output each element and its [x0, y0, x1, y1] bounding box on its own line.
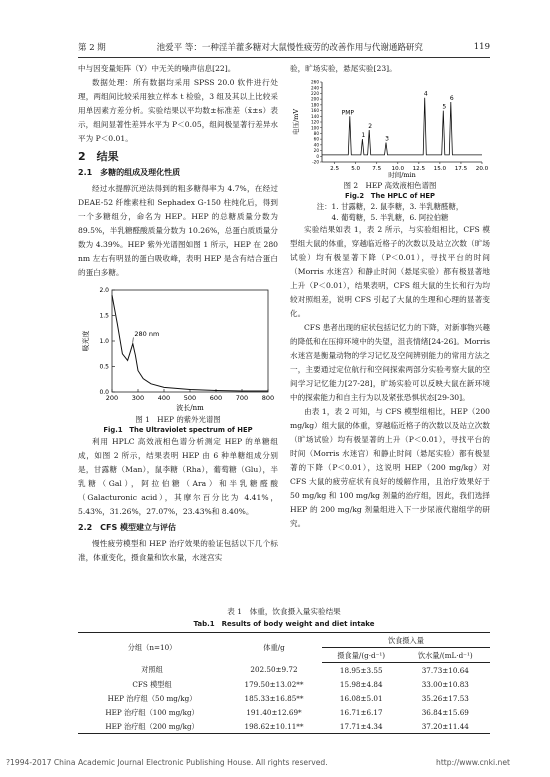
- paragraph: CFS 患者出现的症状包括记忆力的下降，对新事物兴趣的降低和在压抑环境中的失望，沮丧情绪[24-26]。Morris 水迷宫是衡量动物的学习记忆及空间辨别能力的常用方法之一，主要通过定位航行和空间探索两部分实验考察大鼠的空间学习记忆能力[27-28]，旷场实验可以反映大鼠在新环境中的探索能力和自主行为以及紧张恐惧状态[29-30]。: [290, 323, 490, 402]
- peak-label: 3: [385, 135, 389, 143]
- y-tick-label: 0.0: [99, 389, 109, 396]
- x-tick-label: 5.0: [351, 166, 361, 172]
- paragraph: 由表 1，表 2 可知，与 CFS 模型组相比，HEP（200 mg/kg）组大鼠的体重，穿越临近格子的次数以及站立次数（旷场试验）均有极显著的上升（P＜0.01），寻找平台的时间（Morris 水迷宫）和静止时间（悬尾实验）都有极显著的下降（P＜0.01），这说明 HEP（200 mg/kg）对 CFS 大鼠的疲劳症状有良好的缓解作用，且治疗效果好于 50 mg/kg 和 100 mg/kg 剂量的治疗组，因此，我们选择 HEP 的 200 mg/kg 剂量组进入下一步尿液代谢组学的研究。: [290, 407, 490, 528]
- figure-caption-cn: 图 1 HEP 的紫外光谱图: [135, 415, 221, 424]
- table-row: [78, 677, 490, 691]
- paragraph: 慢性疲劳模型和 HEP 治疗效果的验证包括以下几个标准，体重变化，摄食量和饮水量，水迷宫实: [78, 539, 278, 562]
- y-tick-label: 60: [313, 136, 319, 142]
- subsection-heading: 2.1 多糖的组成及理化性质: [78, 168, 181, 177]
- cell-food: 16.08±5.01: [339, 693, 383, 703]
- cell-group: 对照组: [141, 665, 163, 675]
- cell-food: 16.71±6.17: [339, 707, 383, 717]
- x-tick-label: 10.0: [391, 166, 405, 172]
- y-tick-label: 260: [311, 79, 319, 85]
- uv-spectrum-chart: [78, 282, 278, 414]
- peak-label: PMP: [341, 109, 355, 117]
- paragraph: 利用 HPLC 高效液相色谱分析测定 HEP 的单糖组成，如图 2 所示，结果表明 HEP 由 6 种单糖组成分别是，甘露糖（Man），鼠李糖（Rha），葡萄糖（Glu），半乳糖（Gal），阿拉伯糖（Ara）和半乳糖醛酸（Galacturonic acid），其摩尔百分比为 4.41%，5.43%，31.26%，27.07%，23.43%和 8.40%。: [78, 437, 278, 516]
- paragraph: 数据处理：所有数据均采用 SPSS 20.0 软件进行处理，两组间比较采用独立样本 t 检验，3 组及其以上比较采用单因素方差分析。实验结果以平均数±标准差（x̄±s）表示，组间显著性差异水平为 P＜0.05，组间极显著行差异水平为 P＜0.01。: [78, 78, 278, 143]
- figure-caption-cn: 图 2 HEP 高效液相色谱图: [343, 181, 437, 190]
- x-axis-label: 波长/nm: [176, 404, 204, 412]
- x-tick-label: 500: [183, 394, 197, 402]
- peak-label: 2: [368, 123, 373, 130]
- cell-group: HEP 治疗组（200 mg/kg）: [78, 719, 226, 734]
- cell-weight: 191.40±12.69*: [246, 707, 302, 717]
- hplc-trace: [322, 98, 482, 155]
- x-tick-label: 12.5: [412, 166, 426, 172]
- x-tick-label: 17.5: [454, 166, 468, 172]
- peak-pointer: [133, 337, 134, 342]
- x-tick-label: 300: [131, 394, 145, 402]
- x-tick-label: 15.0: [433, 166, 447, 172]
- x-tick-label: 7.5: [372, 166, 382, 172]
- cell-water: 37.73±10.64: [421, 665, 469, 675]
- copyright-text: ?1994-2017 China Academic Journal Electronic Publishing House. All rights reserved.: [6, 758, 328, 767]
- issue-number: 第 2 期: [78, 43, 106, 53]
- figure-note: 注：1. 甘露糖，2. 鼠李糖，3. 半乳糖醛糖，: [316, 202, 464, 211]
- y-axis-label: 电压/mV: [292, 108, 300, 136]
- x-tick-label: 200: [105, 394, 119, 402]
- paragraph: 验，旷场实验，悬尾实验[23]。: [290, 64, 397, 73]
- header-intake: 饮食摄入量: [322, 633, 490, 648]
- uv-spectrum-line: [112, 295, 268, 391]
- cell-weight: 179.50±13.02**: [244, 679, 304, 689]
- y-axis-label: 吸光度: [82, 330, 90, 352]
- plot-frame: [112, 290, 268, 392]
- y-tick-label: 200: [311, 96, 319, 102]
- y-tick-label: -20: [312, 159, 319, 165]
- cell-weight: 202.50±9.72: [250, 665, 298, 675]
- y-tick-label: 180: [311, 102, 319, 108]
- table-row: [78, 663, 490, 678]
- y-tick-label: 2.0: [99, 287, 109, 294]
- peak-label: 6: [449, 95, 454, 102]
- x-tick-label: 700: [235, 394, 249, 402]
- x-tick-label: 600: [209, 394, 223, 402]
- paragraph: 经过水提醇沉逆法得到的粗多糖得率为 4.7%，在经过 DEAE-52 纤维素柱和 Sephadex G-150 柱纯化后，得到一个多糖组分，命名为 HEP。HEP 的总糖质量分数为 89.5%，半乳糖醛酸质量分数为 10.26%，总蛋白质质量分数为 4.39%。HEP 紫外光谱图如图 1 所示，HEP 在 280 nm 左右有明显的蛋白吸收峰，表明 HEP 是含有结合蛋白的蛋白多糖。: [78, 184, 278, 277]
- y-tick-label: 0.5: [99, 363, 109, 371]
- figure-uv-spectrum: [78, 282, 278, 414]
- subsection-heading: 2.2 CFS 模型建立与评估: [78, 523, 177, 532]
- x-tick-label: 400: [157, 394, 171, 402]
- y-tick-label: 1.5: [99, 312, 109, 320]
- table-title-cn: 表 1 体重，饮食摄入量实验结果: [227, 607, 341, 616]
- page-number: 119: [473, 42, 490, 52]
- y-tick-label: 240: [311, 85, 319, 91]
- cell-weight: 198.62±10.11**: [226, 719, 322, 734]
- table-row: [78, 719, 490, 734]
- x-tick-label: 800: [261, 394, 275, 402]
- running-header: [78, 40, 490, 54]
- hplc-chart: [290, 76, 490, 180]
- cell-water: 36.84±15.69: [421, 707, 469, 717]
- table-row: [78, 691, 490, 705]
- y-tick-label: 0: [316, 153, 319, 159]
- results-table: [78, 632, 490, 734]
- footer-url: http://www.cnki.net: [436, 758, 510, 767]
- y-tick-label: 220: [311, 91, 319, 97]
- table-1: [78, 606, 490, 734]
- paragraph: 实验结果如表 1，表 2 所示，与实验组相比，CFS 模型组大鼠的体重，穿越临近格子的次数以及站立次数（旷场试验）均有极显著下降（P＜0.01），寻找平台的时间（Morris 水迷宫）和静止时间（悬尾实验）都有极显著地上升（P＜0.01），结果表明，CFS 组大鼠的生长和行为均较对照组差，说明 CFS 引起了大鼠的生理和心理的显著变化。: [290, 225, 490, 318]
- header-food: 摄食量/(g·d⁻¹): [322, 648, 401, 663]
- cell-food: 17.71±4.34: [322, 719, 401, 734]
- right-column: [290, 62, 490, 531]
- cell-water: 35.26±17.53: [421, 693, 469, 703]
- x-axis-label: 时间/min: [388, 171, 416, 179]
- y-tick-label: 120: [311, 119, 319, 125]
- figure-note: 4. 葡萄糖，5. 半乳糖，6. 阿拉伯糖: [331, 213, 449, 222]
- peak-label: 4: [423, 90, 428, 98]
- section-heading: 2 结果: [78, 150, 119, 163]
- table-row: [78, 705, 490, 719]
- header-rule: [78, 57, 490, 58]
- y-tick-label: 40: [313, 142, 319, 148]
- cell-group: CFS 模型组: [132, 679, 172, 689]
- y-tick-label: 140: [311, 113, 319, 119]
- table-title-en: Tab.1 Results of body weight and diet intake: [193, 620, 375, 628]
- y-tick-label: 1.0: [99, 338, 109, 345]
- y-tick-label: 160: [311, 108, 319, 114]
- running-title: 池爱平 等：一种淫羊藿多糖对大鼠慢性疲劳的改善作用与代谢通路研究: [156, 43, 423, 53]
- header-water: 饮水量/(mL·d⁻¹): [401, 648, 490, 663]
- x-tick-label: 20.0: [475, 166, 489, 172]
- paragraph: 中与因变量矩阵（Y）中无关的噪声信息[22]。: [78, 64, 236, 73]
- cell-food: 15.98±4.84: [339, 679, 383, 689]
- y-tick-label: 80: [313, 131, 319, 137]
- cell-water: 33.00±10.83: [421, 679, 469, 689]
- left-column: [78, 62, 278, 565]
- cell-food: 18.95±3.55: [339, 665, 383, 675]
- peak-label: 1: [361, 132, 366, 140]
- y-tick-label: 20: [313, 148, 319, 154]
- figure-caption-en: Fig.1 The Ultraviolet spectrum of HEP: [103, 426, 253, 434]
- figure-caption-en: Fig.2 The HPLC of HEP: [344, 192, 436, 200]
- page-footer: [0, 758, 550, 767]
- cell-weight: 185.33±16.85**: [244, 693, 304, 703]
- header-weight: 体重/g: [226, 633, 322, 663]
- cell-water: 37.20±11.44: [401, 719, 490, 734]
- peak-label: 5: [442, 103, 447, 111]
- cell-group: HEP 治疗组（50 mg/kg）: [107, 693, 197, 703]
- figure-hplc: [290, 76, 490, 180]
- peak-annotation: 280 nm: [134, 329, 160, 338]
- cell-group: HEP 治疗组（100 mg/kg）: [105, 707, 199, 717]
- y-tick-label: 100: [311, 125, 319, 131]
- header-group: 分组（n=10）: [78, 633, 226, 663]
- x-tick-label: 2.5: [330, 166, 340, 172]
